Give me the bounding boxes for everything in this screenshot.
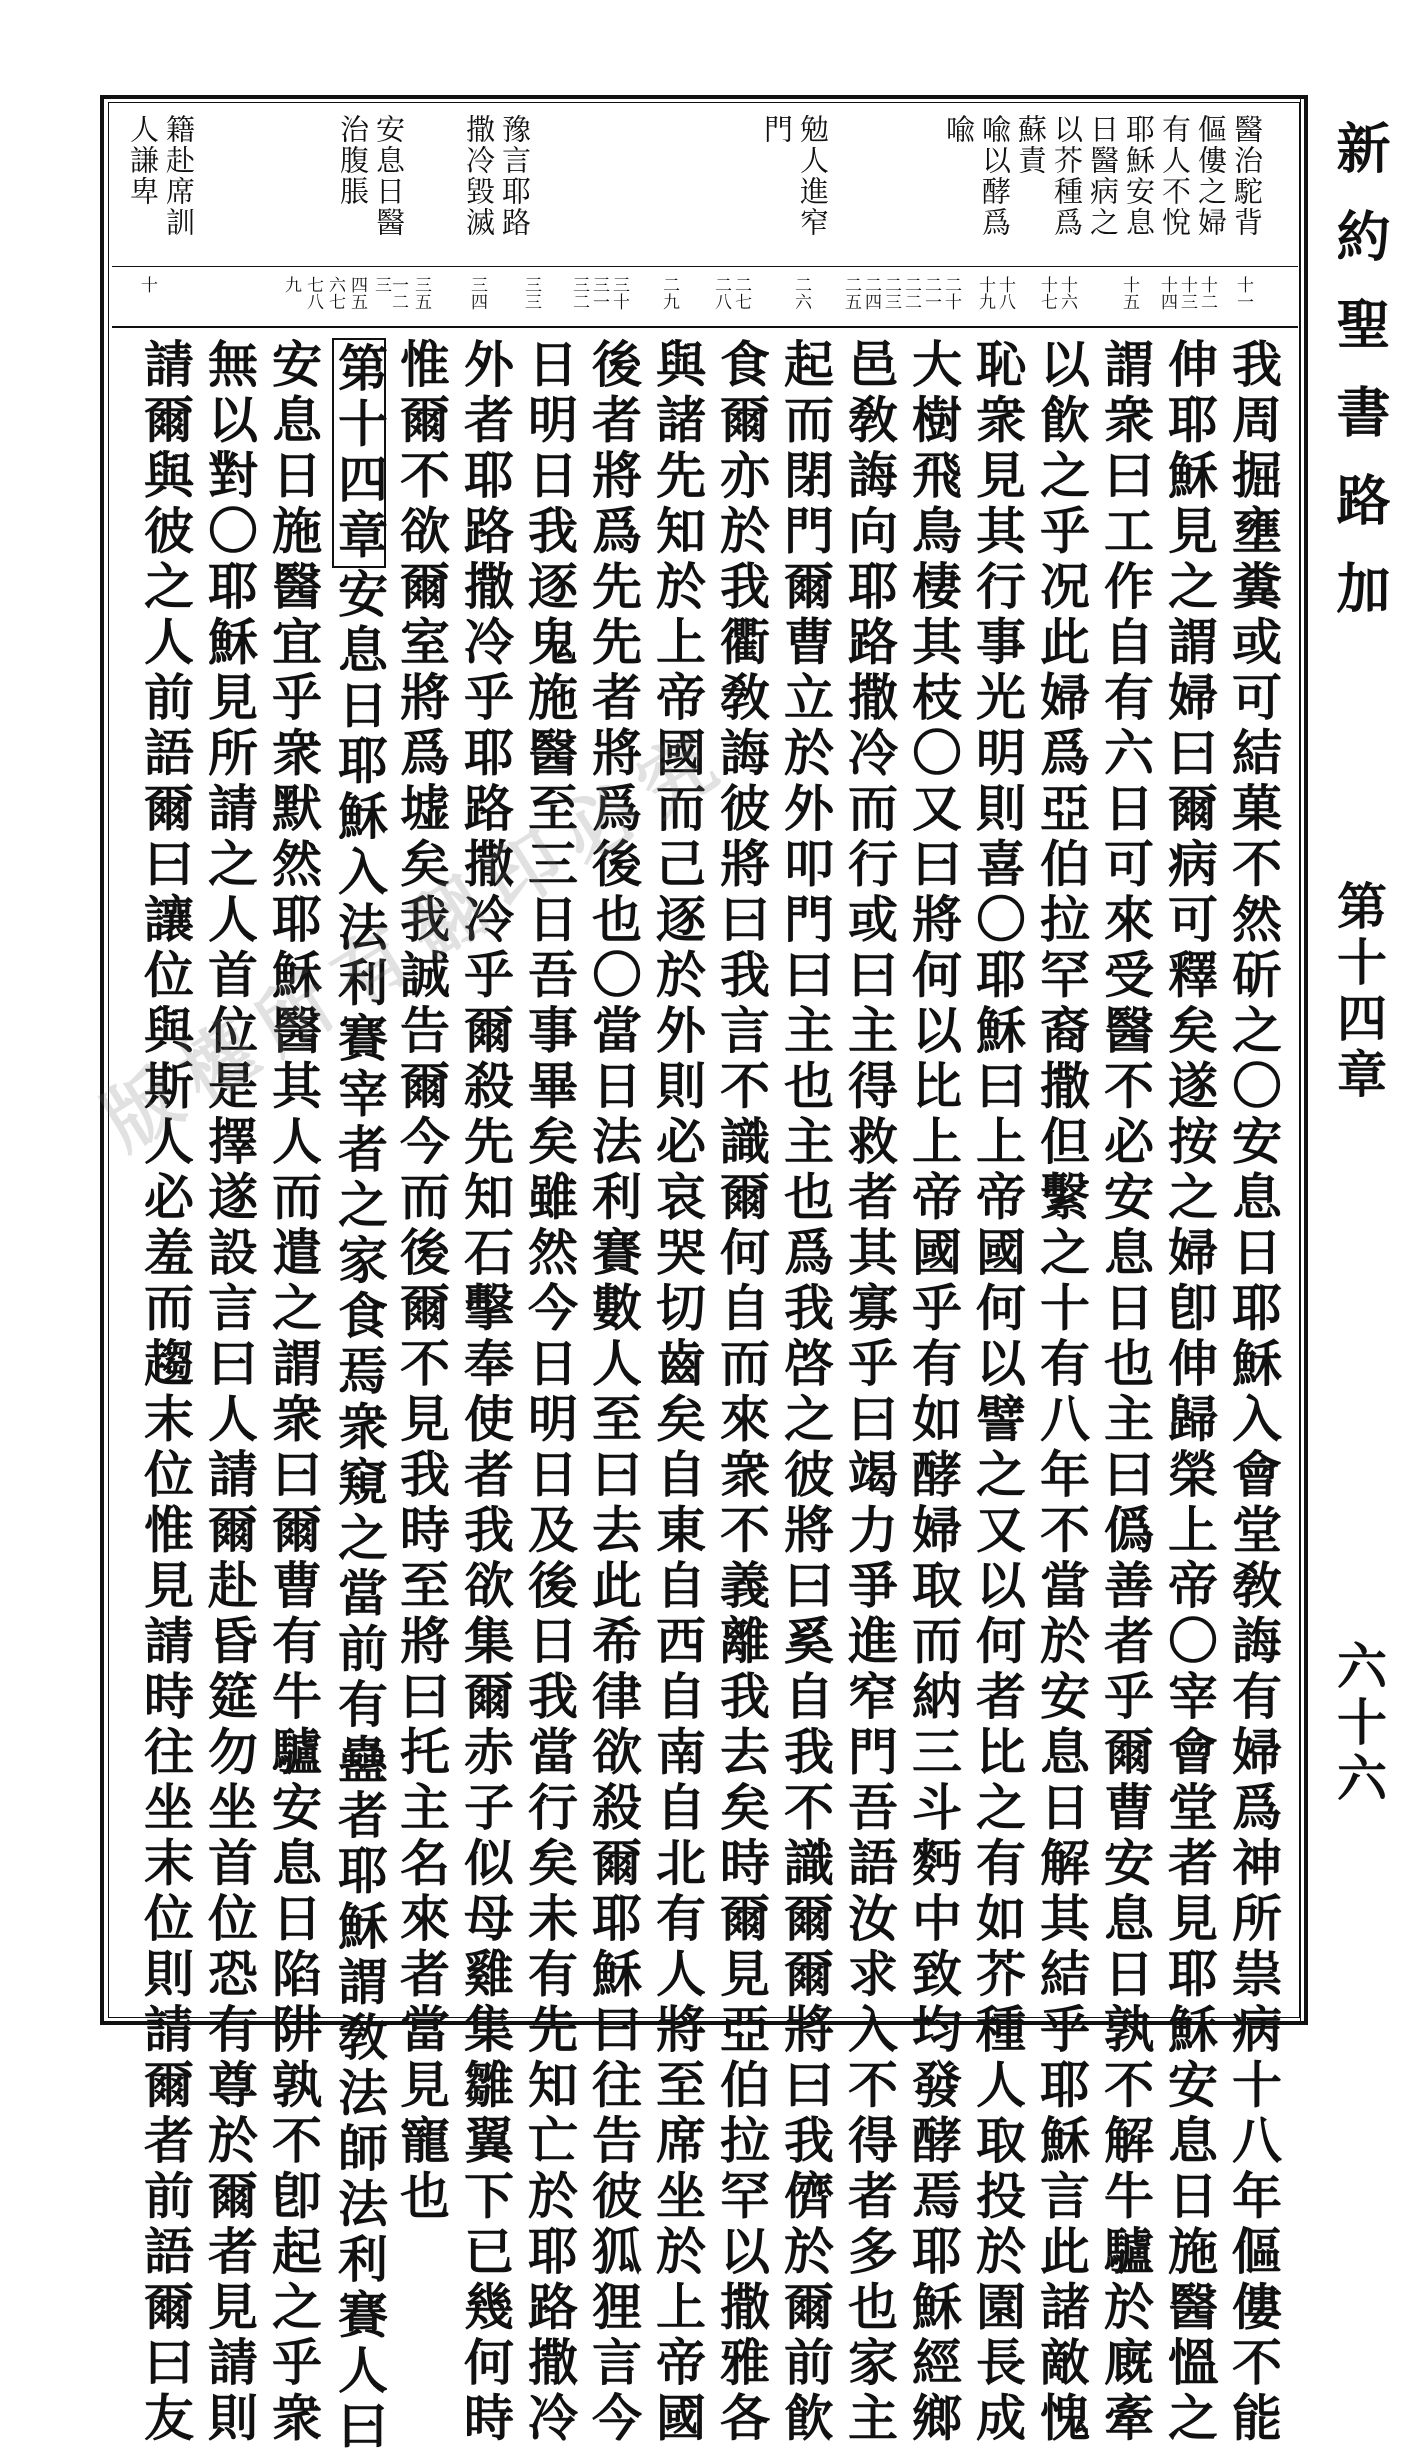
verse-ref: 九: [281, 276, 301, 293]
note-text: 醫治駝背: [1230, 114, 1264, 238]
text-column: 我周掘壅糞或可結菓不然斫之〇安息日耶穌入會堂敎誨有婦爲神所祟病十八年傴僂不能: [1224, 338, 1283, 2447]
note-column: [942, 114, 976, 145]
text-column: 惟爾不欲爾室將爲墟矣我誠告爾今而後爾不見我時至將曰托主名來者當見寵也: [392, 338, 451, 2225]
verse-ref: 十五: [1119, 276, 1139, 310]
page-number: 六十六: [1329, 1640, 1388, 1808]
note-text: 撒冷毀滅: [462, 114, 496, 238]
text-column: 伸耶穌見之謂婦曰爾病可釋矣遂按之婦卽伸歸榮上帝〇宰會堂者見耶穌安息日施醫慍之: [1160, 338, 1219, 2447]
verse-ref: 三一: [589, 276, 609, 310]
verse-ref: 十八: [995, 276, 1015, 310]
note-column: [796, 114, 830, 238]
verse-ref: 二六: [791, 276, 811, 310]
verse-ref: 二一: [921, 276, 941, 310]
verse-reference-band: [112, 268, 1298, 328]
verse-ref: 三二: [569, 276, 589, 310]
text-column-chapter-start: 第十四章安息日耶穌入法利賽宰者之家食焉衆窺之當前有蠱者耶穌謂敎法師法利賽人曰: [332, 338, 386, 2008]
text-column: 大樹飛鳥棲其枝〇又曰將何以比上帝國乎有如酵婦取而納三斗麪中致均發酵焉耶穌經鄉: [904, 338, 963, 2447]
text-column: 外者耶路撒冷乎耶路撒冷乎爾殺先知石擊奉使者我欲集爾赤子似母雞集雛翼下已幾何時: [456, 338, 515, 2447]
note-text: 以芥種爲: [1050, 114, 1084, 238]
verse-ref: 四五: [347, 276, 367, 310]
verse-ref: 二十: [941, 276, 961, 310]
text-column: 恥衆見其行事光明則喜〇耶穌曰上帝國何以譬之又以何者比之有如芥種人取投於園長成: [968, 338, 1027, 2447]
verse-ref: 十九: [975, 276, 995, 310]
watermark-text: 版權所有翻印必究: [88, 712, 745, 1167]
text-column: 無以對〇耶穌見所請之人首位是擇遂設言曰人請爾赴昏筵勿坐首位恐有尊於爾者見請則: [200, 338, 259, 2447]
note-column: [1194, 114, 1228, 238]
note-column: [1230, 114, 1264, 238]
scripture-text-body: [128, 338, 1288, 2455]
note-column: [372, 114, 406, 238]
verse-ref: 十二: [1197, 276, 1217, 310]
verse-ref: 十: [137, 276, 157, 293]
verse-ref: 二四: [861, 276, 881, 310]
note-text: 傴僂之婦: [1194, 114, 1228, 238]
note-text: 耶穌安息: [1122, 114, 1156, 238]
chapter-heading-box: 第十四章: [332, 338, 386, 568]
note-column: [1122, 114, 1156, 238]
text-column: 日明日我逐鬼施醫至三日吾事畢矣雖然今日明日及後日我當行矣未有先知亡於耶路撒冷: [520, 338, 579, 2447]
chapter-label: 第十四章: [1329, 880, 1388, 1104]
note-column: [1158, 114, 1192, 238]
note-column: [162, 114, 196, 238]
note-column: [498, 114, 532, 238]
note-column: [462, 114, 496, 238]
note-text: 勉人進窄: [796, 114, 830, 238]
note-column: [1086, 114, 1120, 238]
note-column: [336, 114, 370, 207]
note-text: 籍赴席訓: [162, 114, 196, 238]
note-text: 人謙卑: [126, 114, 160, 207]
note-text: 安息日醫: [372, 114, 406, 238]
verse-ref: 十四: [1157, 276, 1177, 310]
book-title-text: 新約聖書: [1328, 120, 1392, 472]
note-text: 喩: [942, 114, 976, 145]
note-text: 喩以酵爲: [978, 114, 1012, 238]
note-column: [760, 114, 794, 145]
verse-ref: 十六: [1057, 276, 1077, 310]
text-column: 與諸先知於上帝國而己逐於外則必哀哭切齒矣自東自西自南自北有人將至席坐於上帝國: [648, 338, 707, 2447]
text-column: 食爾亦於我衢敎誨彼將曰我言不識爾何自而來衆不義離我去矣時爾見亞伯拉罕以撒雅各: [712, 338, 771, 2447]
verse-ref: 二五: [841, 276, 861, 310]
note-text: 蘇責: [1014, 114, 1048, 176]
verse-ref: 一二三: [371, 276, 408, 310]
note-column: [1014, 114, 1048, 176]
book-title: [1322, 120, 1399, 648]
text-column: 請爾與彼之人前語爾曰讓位與斯人必羞而趨末位惟見請時往坐末位則請爾者前語爾曰友: [136, 338, 195, 2447]
verse-ref: 二三: [881, 276, 901, 310]
text-column: 起而閉門爾曹立於外叩門曰主也主也爲我啓之彼將曰奚自我不識爾爾將曰我儕於爾前飮: [776, 338, 835, 2447]
text-column: 謂衆曰工作自有六日可來受醫不必安息日也主曰僞善者乎爾曹安息日孰不解牛驢於廐牽: [1096, 338, 1155, 2447]
verse-ref: 十一: [1233, 276, 1253, 310]
verse-ref: 二九: [659, 276, 679, 310]
verse-ref: 二七: [731, 276, 751, 310]
note-text: 日醫病之: [1086, 114, 1120, 238]
verse-ref: 三十: [609, 276, 629, 310]
text-column: 以飮之乎况此婦爲亞伯拉罕裔撒但繫之十有八年不當於安息日解其結乎耶穌言此諸敵愧: [1032, 338, 1091, 2447]
note-text: 治腹脹: [336, 114, 370, 207]
verse-ref: 六七: [325, 276, 345, 310]
verse-ref: 二二: [901, 276, 921, 310]
verse-ref: 十七: [1037, 276, 1057, 310]
marginal-notes-band: [112, 108, 1298, 267]
running-title-text: 路加: [1328, 472, 1392, 648]
note-text: 門: [760, 114, 794, 145]
note-column: [126, 114, 160, 207]
text-column: 後者將爲先先者將爲後也〇當日法利賽數人至曰去此希律欲殺爾耶穌曰往告彼狐狸言今: [584, 338, 643, 2447]
note-column: [1050, 114, 1084, 238]
verse-ref: 三四: [467, 276, 487, 310]
note-text: 豫言耶路: [498, 114, 532, 238]
note-text: 有人不悅: [1158, 114, 1192, 238]
verse-ref: 二八: [711, 276, 731, 310]
text-column: 安息日施醫宜乎衆默然耶穌醫其人而遣之謂衆曰爾曹有牛驢安息日陷阱孰不卽起之乎衆: [264, 338, 323, 2447]
verse-ref: 三五: [411, 276, 431, 310]
note-column: [978, 114, 1012, 238]
verse-ref: 十三: [1177, 276, 1197, 310]
text-column: 邑敎誨向耶路撒冷而行或曰主得救者其寡乎曰竭力爭進窄門吾語汝求入不得者多也家主: [840, 338, 899, 2447]
verse-ref: 三三: [521, 276, 541, 310]
verse-ref: 七八: [303, 276, 323, 310]
